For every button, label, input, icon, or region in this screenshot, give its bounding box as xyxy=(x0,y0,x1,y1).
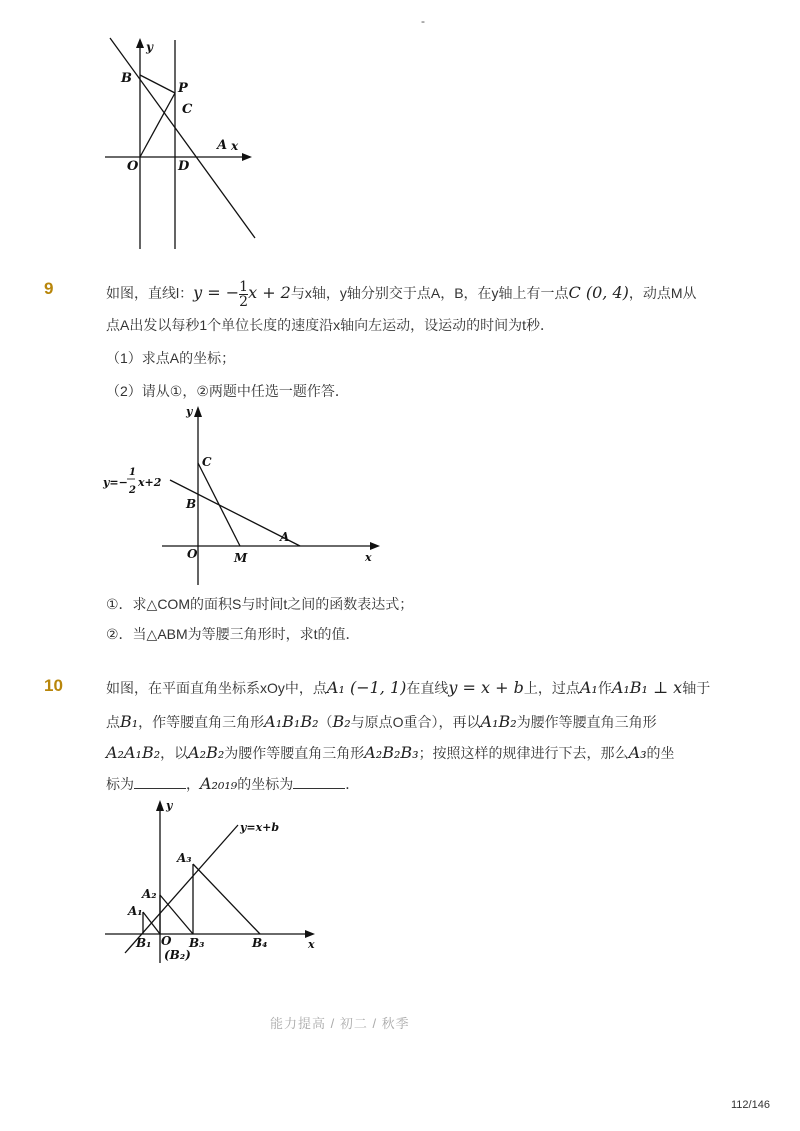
q9-line2: 点A出发以每秒1个单位长度的速度沿x轴向左运动，设运动的时间为t秒． xyxy=(106,317,555,333)
q9-option1: ①．求△COM的面积S与时间t之间的函数表达式； xyxy=(106,596,414,612)
label-c: C xyxy=(202,455,212,469)
answer-blank-a2019[interactable] xyxy=(293,774,345,789)
q10-l4-text-b: ， xyxy=(186,776,200,792)
q10-l3-math-tri1: A₂A₁B₂ xyxy=(106,743,161,762)
q10-line4 xyxy=(106,774,359,794)
q10-l1-math-line: y = x + b xyxy=(448,678,524,697)
label-y: y xyxy=(166,799,173,812)
label-p: P xyxy=(178,81,188,96)
q10-l1-text-a: 如图，在平面直角坐标系xOy中，点 xyxy=(106,680,327,696)
label-y: y xyxy=(146,40,153,54)
q10-l4-text-c: 的坐标为 xyxy=(237,776,294,792)
y-axis-arrow xyxy=(194,406,202,417)
q9-equation-part-b: x + 2 xyxy=(248,283,291,303)
label-y: y xyxy=(186,405,193,418)
q10-l2-math-tri: A₁B₁B₂ xyxy=(264,712,319,731)
label-o: O xyxy=(127,159,139,174)
q10-l1-math-a1: A₁ (−1, 1) xyxy=(326,678,407,697)
q10-l3-text-c: ；按照这样的规律进行下去，那么 xyxy=(418,745,629,761)
label-o: O xyxy=(187,547,198,561)
q10-l3-text-b: 为腰作等腰直角三角形 xyxy=(224,745,365,761)
q9-text-end: ，动点M从 xyxy=(628,285,697,302)
q10-l1-text-e: 轴于 xyxy=(682,680,711,696)
eq-label-a: y=− xyxy=(103,476,128,489)
eq-label-b: x+2 xyxy=(138,476,162,489)
line-ba xyxy=(110,38,255,238)
q9-fraction-denominator: 2 xyxy=(239,294,249,310)
label-b2: (B₂) xyxy=(164,948,191,962)
label-x: x xyxy=(365,551,372,564)
q10-l2-text-c: （ xyxy=(318,714,333,730)
q9-part2: （2）请从①，②两题中任选一题作答． xyxy=(106,383,349,399)
q10-l2-math-b1: B₁ xyxy=(120,712,139,731)
question-number-9: 9 xyxy=(44,279,54,298)
q10-l1-text-c: 上，过点 xyxy=(523,680,580,696)
q9-option2: ②．当△ABM为等腰三角形时，求t的值． xyxy=(106,626,360,642)
label-b: B xyxy=(186,497,197,511)
label-x: x xyxy=(231,139,239,153)
label-a1: A₁ xyxy=(128,904,143,918)
q9-line1 xyxy=(106,280,697,309)
label-a: A xyxy=(280,530,290,544)
label-d: D xyxy=(178,159,190,174)
x-axis-arrow xyxy=(242,153,252,161)
label-b4: B₄ xyxy=(252,936,268,950)
q10-l2-text-a: 点 xyxy=(106,714,120,730)
q10-l1-math-a1b: A₁ xyxy=(579,678,598,697)
label-b3: B₃ xyxy=(189,936,205,950)
eq-label-num: 1 xyxy=(129,467,136,478)
q9-text-middle: 与x轴，y轴分别交于点A，B，在y轴上有一点 xyxy=(290,285,569,302)
q9-equation-part-a: y = − xyxy=(193,283,240,303)
figure-q8 xyxy=(100,30,260,255)
q10-l2-math-a1b2: A₁B₂ xyxy=(480,712,517,731)
header-mark: - xyxy=(421,14,425,28)
question-number-10: 10 xyxy=(44,676,63,695)
seg-a3b4 xyxy=(193,864,260,934)
q10-l4-math-a2019: A₂₀₁₉ xyxy=(200,774,238,793)
y-axis-arrow xyxy=(156,800,164,811)
q10-l2-text-e: 为腰作等腰直角三角形 xyxy=(516,714,657,730)
q10-l4-text-a: 标为 xyxy=(106,776,134,792)
label-a: A xyxy=(217,138,228,153)
figure-q10 xyxy=(100,795,340,970)
q10-l3-text-a: ，以 xyxy=(160,745,189,761)
q10-line3 xyxy=(106,743,675,763)
q10-l3-text-d: 的坐 xyxy=(646,745,675,761)
q10-l3-math-a3: A₃ xyxy=(628,743,647,762)
q9-text-intro: 如图，直线l： xyxy=(106,285,194,302)
page-number: 112/146 xyxy=(731,1099,770,1111)
q10-l2-text-b: ，作等腰直角三角形 xyxy=(138,714,265,730)
footer-text: 能力提高 / 初二 / 秋季 xyxy=(270,1016,410,1031)
q9-fraction-numerator: 1 xyxy=(239,279,249,295)
q10-l1-math-perp: A₁B₁ ⊥ x xyxy=(611,678,683,697)
y-axis-arrow xyxy=(136,38,144,48)
q10-l3-math-a2b2: A₂B₂ xyxy=(188,743,225,762)
seg-a2b3 xyxy=(160,895,193,934)
q10-line2 xyxy=(106,712,657,732)
label-m: M xyxy=(234,551,248,565)
label-o: O xyxy=(161,934,172,948)
q9-fraction xyxy=(239,280,248,309)
q10-l3-math-tri2: A₂B₂B₃ xyxy=(364,743,419,762)
segment-cm xyxy=(198,463,240,546)
label-b1: B₁ xyxy=(136,936,152,950)
q9-part1: （1）求点A的坐标； xyxy=(106,350,236,366)
q10-l1-text-d: 作 xyxy=(597,680,612,696)
q10-l1-text-b: 在直线 xyxy=(406,680,449,696)
label-line: y=x+b xyxy=(240,821,280,834)
q10-l4-text-d: ． xyxy=(345,776,360,792)
figure-q9 xyxy=(100,400,390,590)
label-x: x xyxy=(308,938,315,951)
q9-point-c: C (0, 4) xyxy=(568,283,629,303)
q10-l2-text-d: 与原点O重合），再以 xyxy=(350,714,481,730)
q10-l2-math-b2: B₂ xyxy=(332,712,351,731)
x-axis-arrow xyxy=(370,542,380,550)
segment-bp xyxy=(140,75,175,93)
q10-line1 xyxy=(106,678,710,698)
label-a2: A₂ xyxy=(142,887,157,901)
label-a3: A₃ xyxy=(177,851,192,865)
answer-blank-a3[interactable] xyxy=(134,774,186,789)
label-c: C xyxy=(182,102,193,117)
x-axis-arrow xyxy=(305,930,315,938)
label-b: B xyxy=(121,71,132,86)
eq-label-den: 2 xyxy=(129,485,136,496)
